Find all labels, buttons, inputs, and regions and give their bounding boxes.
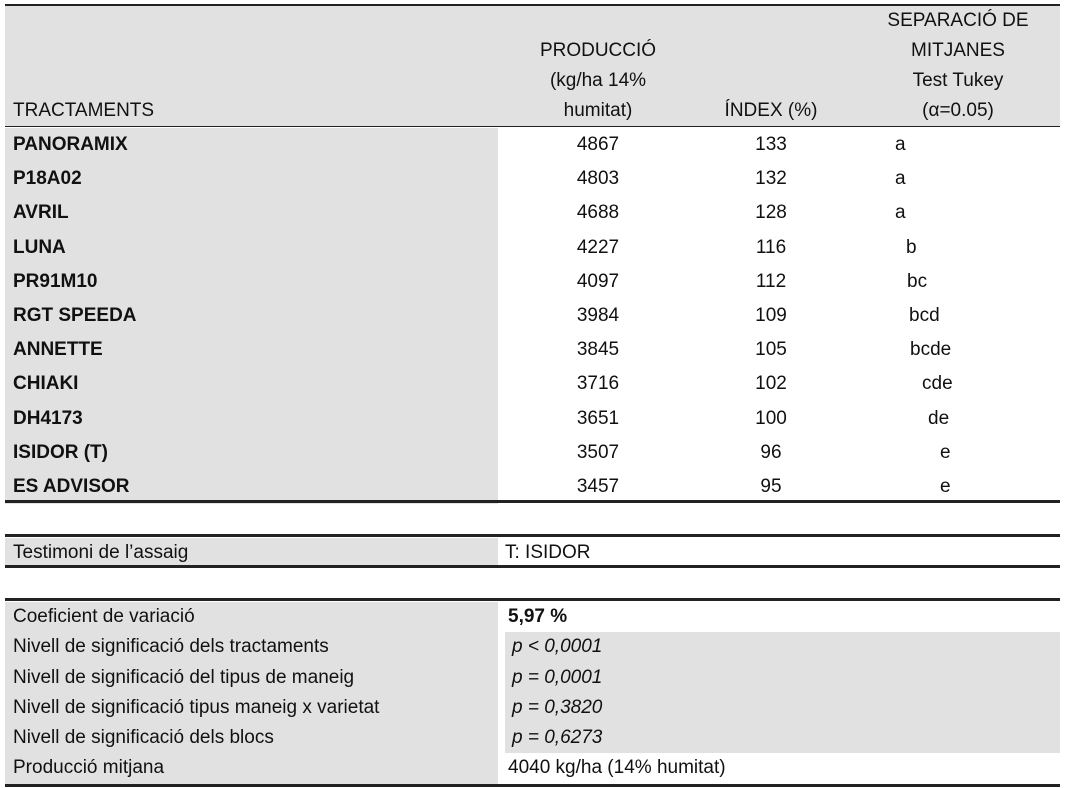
block-sig-value: p = 0,6273 <box>505 723 1060 753</box>
row-name: P18A02 <box>5 162 498 196</box>
header-separation: SEPARACIÓ DE MITJANES Test Tukey (α=0.05) <box>887 10 1029 121</box>
row-group: cde <box>922 373 953 395</box>
table-row <box>5 402 1060 436</box>
table-row <box>5 128 1060 162</box>
row-production: 4097 <box>576 270 620 292</box>
row-production: 3716 <box>576 373 620 395</box>
row-production: 4803 <box>576 168 620 190</box>
witness-top-rule <box>5 534 1060 537</box>
header-index: ÍNDEX (%) <box>724 100 818 121</box>
row-index: 96 <box>760 441 782 463</box>
row-index: 100 <box>755 407 787 429</box>
row-index: 133 <box>755 134 787 155</box>
witness-row <box>5 538 1060 565</box>
row-index: 95 <box>760 475 782 497</box>
row-name: RGT SPEEDA <box>5 299 498 333</box>
treat-sig-value: p < 0,0001 <box>505 632 1060 662</box>
table-row <box>5 436 1060 470</box>
row-index: 132 <box>755 168 787 190</box>
row-production: 4227 <box>576 236 620 258</box>
row-production: 3457 <box>576 475 620 497</box>
row-name: PR91M10 <box>5 265 498 299</box>
row-name: PANORAMIX <box>5 128 498 162</box>
row-production: 3984 <box>576 304 620 326</box>
row-group: b <box>906 236 917 258</box>
row-name: LUNA <box>5 231 498 265</box>
row-production: 3651 <box>576 407 620 429</box>
table-row <box>5 299 1060 333</box>
block-sig-label: Nivell de significació dels blocs <box>5 723 498 753</box>
table-bottom-rule <box>5 500 1060 503</box>
row-production: 4867 <box>576 134 620 155</box>
row-index: 128 <box>755 202 787 224</box>
table-row <box>5 333 1060 367</box>
mean-label: Producció mitjana <box>5 753 498 783</box>
header-production: PRODUCCIÓ (kg/ha 14% humitat) <box>539 40 657 121</box>
mean-value: 4040 kg/ha (14% humitat) <box>505 753 1060 783</box>
row-name: CHIAKI <box>5 367 498 401</box>
row-group: de <box>928 407 950 429</box>
stats-row-mean <box>5 753 1060 783</box>
row-name: AVRIL <box>5 196 498 230</box>
row-name: ANNETTE <box>5 333 498 367</box>
inter-sig-label: Nivell de significació tipus maneig x varietat <box>5 693 498 723</box>
witness-bottom-rule <box>5 565 1060 568</box>
row-production: 3507 <box>576 441 620 463</box>
mgmt-sig-label: Nivell de significació del tipus de maneig <box>5 663 498 693</box>
table-row <box>5 470 1060 504</box>
row-name: DH4173 <box>5 402 498 436</box>
stats-top-rule <box>5 598 1060 601</box>
table-header <box>5 6 1060 126</box>
row-index: 116 <box>755 236 787 258</box>
table-row <box>5 265 1060 299</box>
row-group: bcd <box>909 304 940 326</box>
row-group: bcde <box>910 339 952 361</box>
table-row <box>5 196 1060 230</box>
witness-label: Testimoni de l’assaig <box>5 538 498 565</box>
stats-row-cv <box>5 602 1060 632</box>
stats-row-blocks <box>5 723 1060 753</box>
table-row <box>5 162 1060 196</box>
data-rows <box>5 128 1060 504</box>
cv-value: 5,97 % <box>505 602 1060 632</box>
header-treatments: TRACTAMENTS <box>13 100 155 121</box>
row-index: 109 <box>755 304 787 326</box>
stats-row-interaction <box>5 693 1060 723</box>
row-group: a <box>895 168 906 190</box>
witness-value: T: ISIDOR <box>505 542 591 563</box>
row-group: e <box>940 475 951 497</box>
stats-bottom-rule <box>5 784 1060 787</box>
row-index: 102 <box>755 373 787 395</box>
row-index: 105 <box>755 339 787 361</box>
row-group: a <box>895 134 906 155</box>
row-group: e <box>940 441 951 463</box>
inter-sig-value: p = 0,3820 <box>505 693 1060 723</box>
table-row <box>5 367 1060 401</box>
header-rule <box>5 126 1060 127</box>
mgmt-sig-value: p = 0,0001 <box>505 663 1060 693</box>
row-name: ISIDOR (T) <box>5 436 498 470</box>
row-group: a <box>895 202 906 224</box>
row-index: 112 <box>755 270 787 292</box>
row-production: 4688 <box>576 202 620 224</box>
row-name: ES ADVISOR <box>5 470 498 504</box>
cv-label: Coeficient de variació <box>5 602 498 632</box>
table-row <box>5 231 1060 265</box>
stats-row-management <box>5 663 1060 693</box>
row-production: 3845 <box>576 339 620 361</box>
stats-block <box>5 602 1060 784</box>
stats-row-treatments <box>5 632 1060 662</box>
treat-sig-label: Nivell de significació dels tractaments <box>5 632 498 662</box>
row-group: bc <box>907 270 928 292</box>
